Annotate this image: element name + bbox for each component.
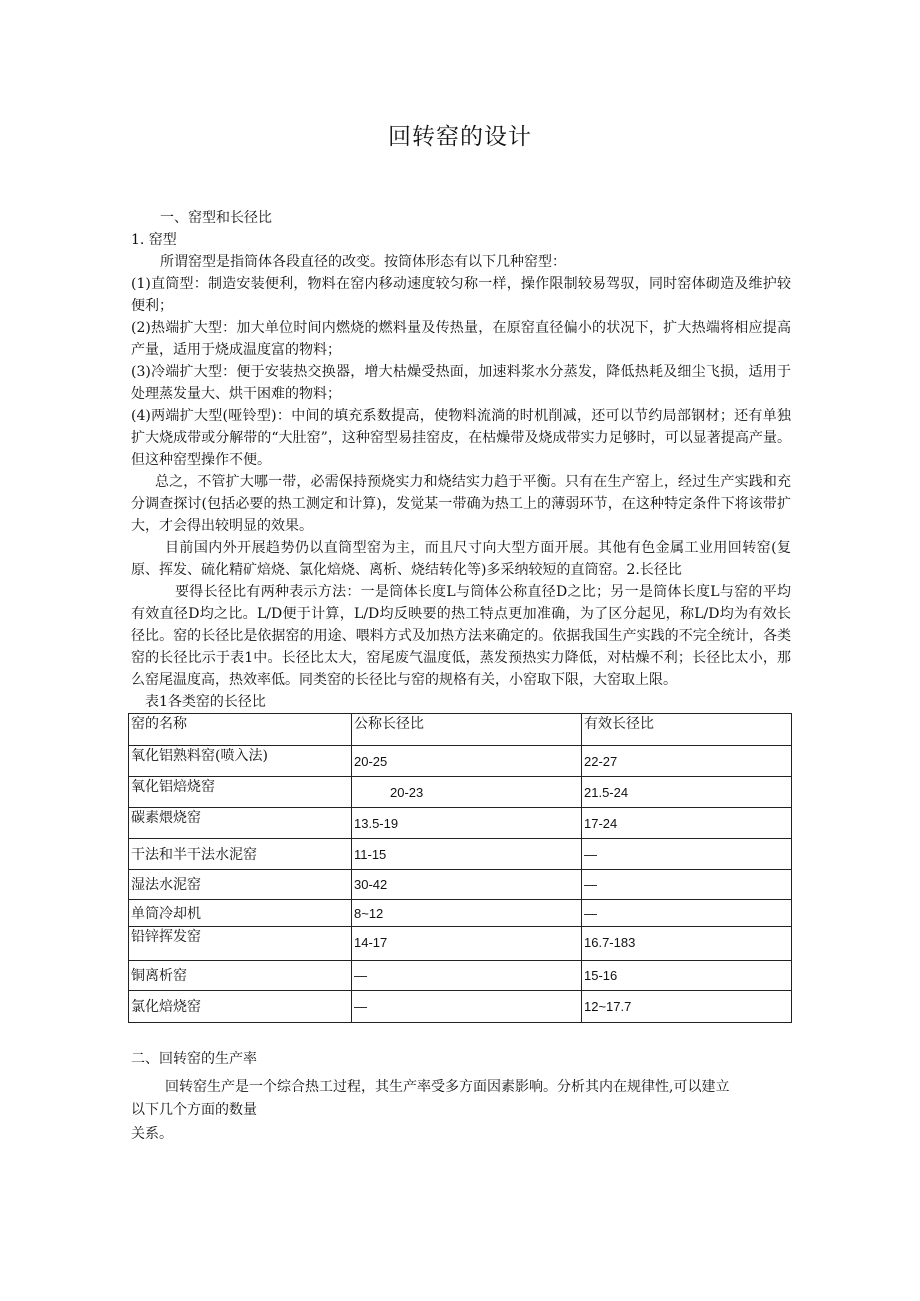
table-caption: 表1各类窑的长径比 — [145, 694, 266, 710]
ratio-paragraph: 要得长径比有两种表示方法：一是筒体长度L与筒体公称直径D之比；另一是筒体长度L与窑的平均有效直径D均之比。L/D便于计算，L/D均反映要的热工特点更加准确，为了区分起见，称L/D均为有效长径比。窑的长径比是依据窑的用途、喂料方式及加热方法来确定的。依据我国生产实践的不完全统计，各类窑的长径比示于表1中。长径比太大，窑尾废气温度低，蒸发预热实力降低，对枯燥不利；长径比太小，那么窑尾温度高，热效率低。同类窑的长径比与窑的规格有关，小窑取下限，大窑取上限。 — [131, 584, 791, 688]
header-cell: 有效长径比 — [582, 714, 792, 746]
table-cell: 16.7-183 — [582, 927, 792, 961]
kiln-ratio-table — [128, 713, 792, 1023]
table-cell: — — [582, 900, 792, 927]
table-header-row — [129, 714, 792, 746]
section2-paragraph-line: 以下几个方面的数量 — [131, 1102, 257, 1118]
table-cell: 单筒冷却机 — [129, 900, 352, 927]
table-cell: 15-16 — [582, 961, 792, 991]
section2-paragraph-line: 关系。 — [131, 1126, 173, 1142]
table-cell: 14-17 — [352, 927, 582, 961]
table-row — [129, 870, 792, 900]
table-row — [129, 900, 792, 927]
section1-heading: 一、窑型和长径比 — [160, 210, 272, 226]
header-cell: 窑的名称 — [129, 714, 352, 746]
header-cell: 公称长径比 — [352, 714, 582, 746]
table-row — [129, 777, 792, 808]
table-cell: 铅锌挥发窑 — [129, 927, 352, 961]
table-cell: 20-23 — [352, 777, 582, 808]
table-cell: 11-15 — [352, 839, 582, 870]
section2-paragraph-line: 回转窑生产是一个综合热工过程，其生产率受多方面因素影响。分析其内在规律性,可以建立 — [165, 1079, 730, 1095]
table-cell: 湿法水泥窑 — [129, 870, 352, 900]
table-cell: — — [582, 839, 792, 870]
table-cell: — — [352, 961, 582, 991]
table-cell: 13.5-19 — [352, 808, 582, 839]
table-cell: 碳素煨烧窑 — [129, 808, 352, 839]
table-cell: — — [582, 870, 792, 900]
list-item: (2)热端扩大型：加大单位时间内燃烧的燃料量及传热量，在原窑直径偏小的状况下，扩大热端将相应提高产量，适用于烧成温度富的物料； — [131, 320, 791, 358]
list-item: (1)直筒型：制造安装便利，物料在窑内移动速度较匀称一样，操作限制较易驾驭，同时窑体砌造及维护较便利； — [131, 276, 791, 314]
table-cell: — — [352, 991, 582, 1023]
table-row — [129, 961, 792, 991]
table-row — [129, 808, 792, 839]
table-row — [129, 927, 792, 961]
table-cell: 铜离析窑 — [129, 961, 352, 991]
intro-paragraph: 所谓窑型是指筒体各段直径的改变。按筒体形态有以下几种窑型： — [160, 254, 566, 270]
table-cell: 20-25 — [352, 746, 582, 777]
section2-heading: 二、回转窑的生产率 — [131, 1051, 257, 1067]
table-cell: 氯化焙烧窑 — [129, 991, 352, 1023]
table-cell: 8~12 — [352, 900, 582, 927]
list-item: (4)两端扩大型(哑铃型)：中间的填充系数提高，使物料流淌的时机削减，还可以节约局部钢材；还有单独扩大烧成带或分解带的“大肚窑”，这种窑型易挂窑皮，在枯燥带及烧成带实力足够时，可以显著提高产量。但这种窑型操作不便。 — [131, 408, 791, 468]
table-row — [129, 839, 792, 870]
table-cell: 12~17.7 — [582, 991, 792, 1023]
table-row — [129, 991, 792, 1023]
summary-paragraph: 总之，不管扩大哪一带，必需保持预烧实力和烧结实力趋于平衡。只有在生产窑上，经过生产实践和充分调查探讨(包括必要的热工测定和计算)，发觉某一带确为热工上的薄弱环节，在这种特定条件下将该带扩大，才会得出较明显的效果。 — [131, 474, 791, 534]
trend-paragraph: 目前国内外开展趋势仍以直筒型窑为主，而且尺寸向大型方面开展。其他有色金属工业用回转窑(复原、挥发、硫化精矿焙烧、氯化焙烧、离析、烧结转化等)多采纳较短的直筒窑。2.长径比 — [131, 540, 791, 578]
page-title: 回转窑的设计 — [388, 124, 532, 150]
table-cell: 干法和半干法水泥窑 — [129, 839, 352, 870]
table-cell: 氧化铝熟料窑(喷入法) — [129, 746, 352, 777]
table-cell: 21.5-24 — [582, 777, 792, 808]
table-cell: 22-27 — [582, 746, 792, 777]
table-row — [129, 746, 792, 777]
table-cell: 30-42 — [352, 870, 582, 900]
subsection-kiln-type: 1. 窑型 — [131, 232, 177, 248]
table-cell: 17-24 — [582, 808, 792, 839]
table-cell: 氧化铝焙烧窑 — [129, 777, 352, 808]
list-item: (3)冷端扩大型：便于安装热交换器，增大枯燥受热面，加速料浆水分蒸发，降低热耗及细尘飞损，适用于处理蒸发量大、烘干困难的物料； — [131, 364, 791, 402]
